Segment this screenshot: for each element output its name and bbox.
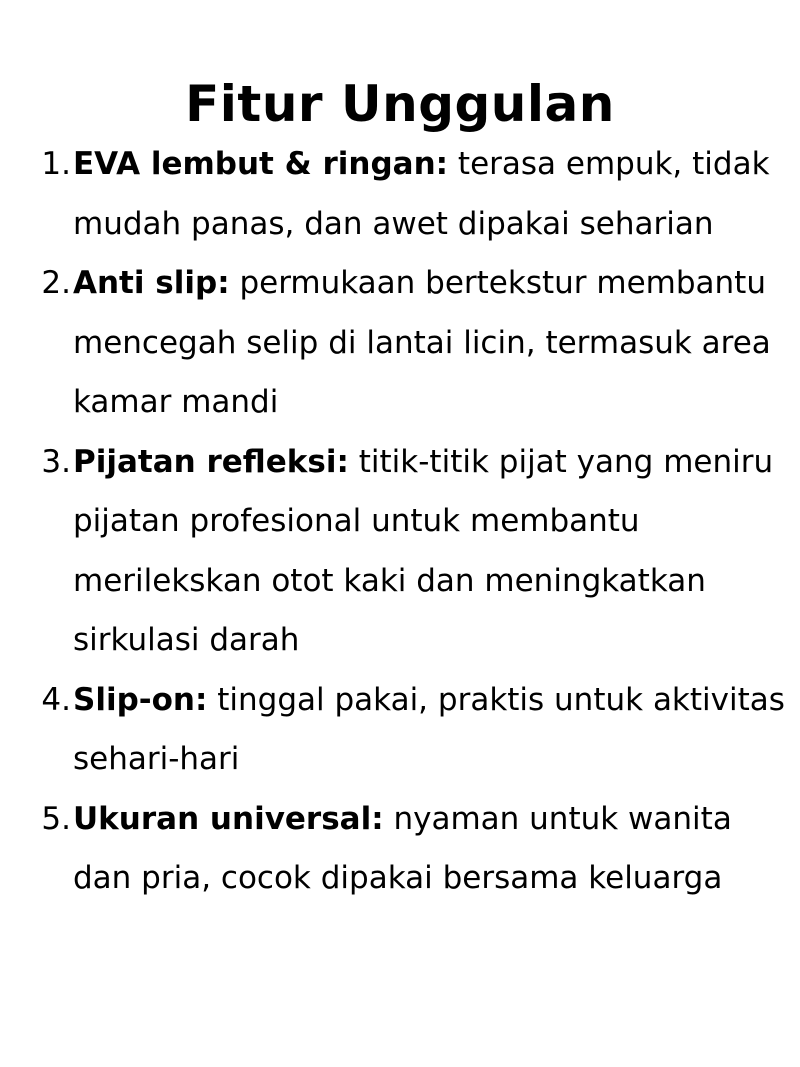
list-item	[40, 135, 795, 254]
feature-description: terasa empuk, tidak mudah panas, dan awet dipakai seharian	[73, 146, 770, 242]
list-item-number: 5.	[41, 800, 71, 837]
feature-term: EVA lembut & ringan:	[73, 146, 449, 182]
page-title: Fitur Unggulan	[185, 74, 615, 133]
feature-term: Pijatan refleksi:	[73, 443, 349, 480]
feature-description: nyaman untuk wanita dan pria, cocok dipakai bersama keluarga	[73, 800, 732, 896]
list-item-number: 4.	[41, 681, 71, 718]
feature-term: Slip-on:	[73, 681, 208, 718]
list-item	[40, 254, 795, 433]
list-item-number: 1.	[41, 146, 71, 182]
list-item-number: 3.	[41, 443, 71, 480]
feature-term: Ukuran universal:	[73, 800, 384, 837]
list-item	[40, 790, 795, 909]
feature-description: permukaan bertekstur membantu mencegah selip di lantai licin, termasuk area kamar mandi	[73, 265, 771, 420]
list-item	[40, 433, 795, 671]
feature-description: titik-titik pijat yang meniru pijatan profesional untuk membantu merilekskan otot kaki dan meningkatkan sirkulasi darah	[73, 443, 774, 658]
feature-list	[40, 135, 795, 909]
feature-description: tinggal pakai, praktis untuk aktivitas sehari-hari	[73, 681, 785, 777]
list-item	[40, 671, 795, 790]
feature-term: Anti slip:	[73, 265, 230, 301]
list-item-number: 2.	[41, 265, 71, 301]
